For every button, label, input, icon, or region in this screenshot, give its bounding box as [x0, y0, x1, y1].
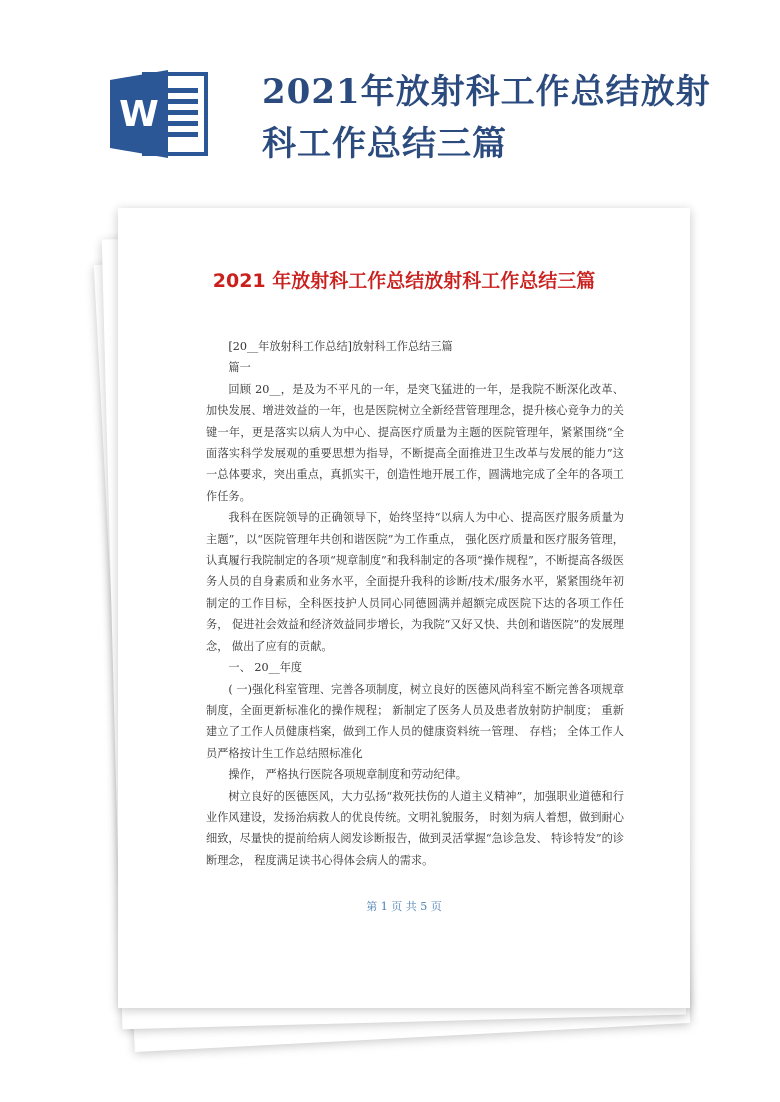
section-label: 篇一: [228, 361, 251, 375]
section-heading: 一、 20__年度: [228, 661, 303, 675]
paragraph: 我科在医院领导的正确领导下，始终坚持“以病人为中心、提高医疗服务质量为主题”，以“医院管理年共创和谐医院”为工作重点， 强化医疗质量和医疗服务管理， 认真履行我院制定的各项“规章制度”和我科制定的各项“操作规程”，不断提高各级医务人员的自身素质和业务水平，全面提升我科的诊断/技术/服务水平，紧紧围绕年初制定的工作目标，全科医技护人员同心同德圆满并超额完成医院下达的各项工作任务， 促进社会效益和经济效益同步增长，为我院“又好又快、共创和谐医院”的发展理念， 做出了应有的贡献。: [206, 511, 624, 653]
paragraph: 回顾 20__，是及为不平凡的一年，是突飞猛进的一年，是我院不断深化改革、加快发展、增进效益的一年，也是医院树立全新经营管理理念，提升核心竞争力的关键一年，更是落实以病人为中心、提高医疗质量为主题的医院管理年，紧紧围绕“全面落实科学发展观的重要思想为指导，不断提高全面推进卫生改革与发展的能力”这一总体要求，突出重点，真抓实干，创造性地开展工作，圆满地完成了全年的各项工作任务。: [206, 382, 624, 503]
paragraph: 树立良好的医德医风，大力弘扬“救死扶伤的人道主义精神”，加强职业道德和行业作风建设，发扬治病救人的优良传统。文明礼貌服务， 时刻为病人着想，做到耐心细致，尽量快的提前给病人阅发诊断报告，做到灵活掌握“急诊急发、 特诊特发”的诊断理念， 程度满足读书心得体会病人的需求。: [206, 789, 624, 867]
document-header: [0, 0, 780, 200]
page-number: 第 1 页 共 5 页: [366, 900, 442, 913]
page-body: [206, 336, 624, 871]
paragraph: 操作， 严格执行医院各项规章制度和劳动纪律。: [228, 768, 467, 782]
subtitle-line: [20__年放射科工作总结]放射科工作总结三篇: [228, 340, 453, 353]
document-title: 2021年放射科工作总结放射科工作总结三篇: [262, 72, 711, 164]
paragraph: ( 一)强化科室管理、完善各项制度，树立良好的医德风尚科室不断完善各项规章制度，全面更新标准化的操作规程； 新制定了医务人员及患者放射防护制度； 重新建立了工作人员健康档案，做到工作人员的健康资料统一管理、 存档； 全体工作人员严格按计生工作总结照标准化: [206, 682, 624, 760]
svg-text:W: W: [119, 94, 159, 135]
document-page: [118, 208, 690, 1008]
page-heading: 2021 年放射科工作总结放射科工作总结三篇: [212, 270, 596, 292]
word-document-icon: [110, 66, 210, 162]
